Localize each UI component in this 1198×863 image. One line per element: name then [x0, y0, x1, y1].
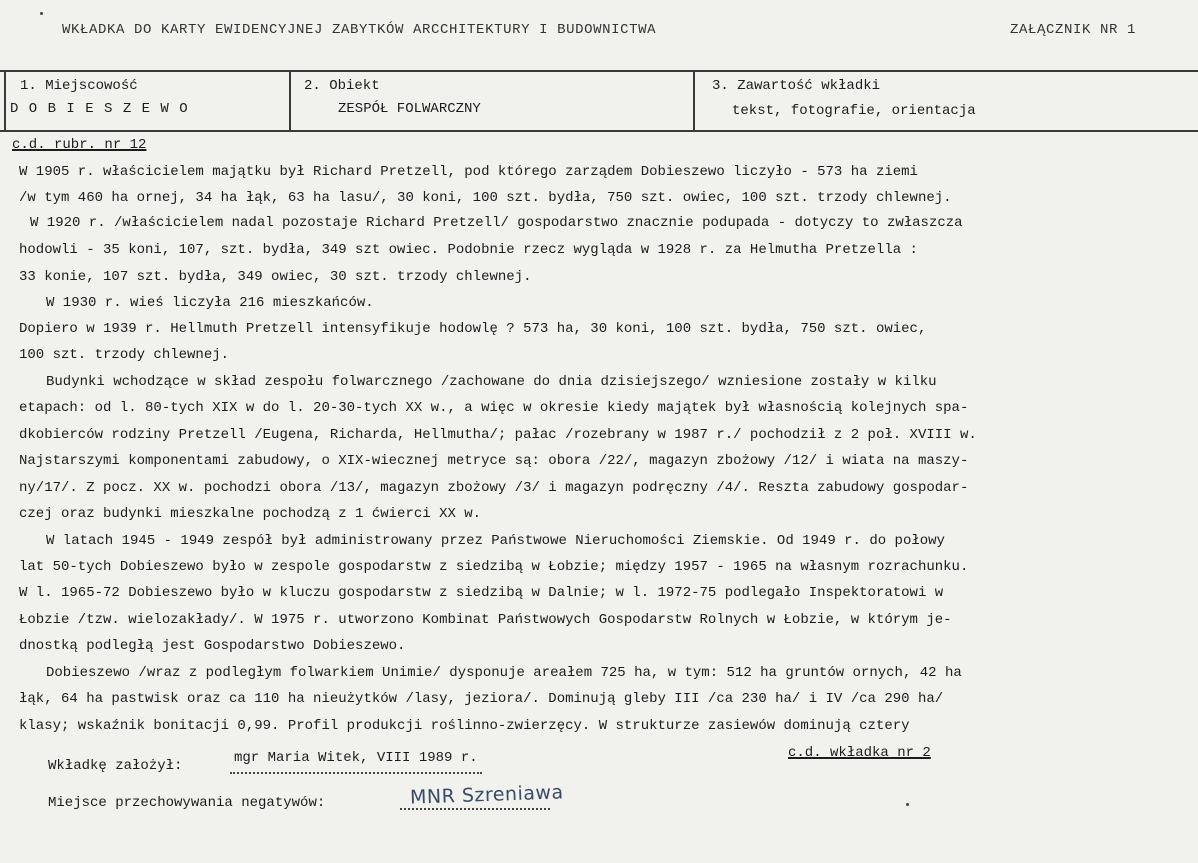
locality-value: D O B I E S Z E W O	[10, 101, 189, 117]
body-line: /w tym 460 ha ornej, 34 ha łąk, 63 ha lasu/, 30 koni, 100 szt. bydła, 750 szt. owiec, 100 szt. trzody chlewnej.	[19, 190, 952, 206]
field-divider-2	[693, 70, 695, 132]
continuation-note: c.d. wkładka nr 2	[788, 745, 931, 761]
paper-speck	[906, 803, 909, 806]
paper-speck	[40, 12, 43, 15]
locality-label: 1. Miejscowość	[20, 78, 138, 94]
body-line: etapach: od l. 80-tych XIX w do l. 20-30-tych XX w., a więc w okresie kiedy majątek był własnością kolejnych spa-	[19, 400, 969, 416]
body-line: Najstarszymi komponentami zabudowy, o XIX-wiecznej metryce są: obora /22/, magazyn zbożowy /12/ i wiata na maszy-	[19, 453, 969, 469]
body-line: ny/17/. Z pocz. XX w. pochodzi obora /13/, magazyn zbożowy /3/ i magazyn podręczny /4/. Reszta zabudowy gospodar-	[19, 480, 969, 496]
negatives-location-handwritten: MNR Szreniawa	[409, 781, 564, 809]
body-line: W l. 1965-72 Dobieszewo było w kluczu gospodarstw z siedzibą w Dalnie; w l. 1972-75 podlegało Inspektoratowi w	[19, 585, 944, 601]
attachment-number: ZAŁĄCZNIK NR 1	[1009, 22, 1136, 38]
body-line: dnostką podległą jest Gospodarstwo Dobieszewo.	[19, 638, 406, 654]
continuation-heading: c.d. rubr. nr 12	[12, 137, 147, 153]
field-divider-1	[289, 70, 291, 132]
document-title: WKŁADKA DO KARTY EWIDENCYJNEJ ZABYTKÓW ARCCHITEKTURY I BUDOWNICTWA	[62, 22, 657, 38]
body-line: 33 konie, 107 szt. bydła, 349 owiec, 30 szt. trzody chlewnej.	[19, 269, 532, 285]
body-line: W 1920 r. /właścicielem nadal pozostaje Richard Pretzell/ gospodarstwo znacznie podupada - dotyczy to zwłaszcza	[30, 215, 963, 231]
negatives-label: Miejsce przechowywania negatywów:	[48, 795, 326, 811]
object-label: 2. Obiekt	[304, 78, 380, 94]
body-line: dkobierców rodziny Pretzell /Eugena, Richarda, Hellmutha/; pałac /rozebrany w 1987 r./ pochodził z 2 poł. XVIII w.	[19, 427, 977, 443]
header-bottom-rule	[0, 130, 1198, 132]
body-line: W 1905 r. właścicielem majątku był Richard Pretzell, pod którego zarządem Dobieszewo liczyło - 573 ha ziemi	[19, 164, 918, 180]
body-line: hodowli - 35 koni, 107, szt. bydła, 349 szt owiec. Podobnie rzecz wygląda w 1928 r. za Helmutha Pretzella :	[19, 242, 918, 258]
body-line: łąk, 64 ha pastwisk oraz ca 110 ha nieużytków /lasy, jeziora/. Dominują gleby III /ca 230 ha/ i IV /ca 290 ha/	[19, 691, 944, 707]
author-value: mgr Maria Witek, VIII 1989 r.	[230, 750, 482, 774]
body-line: Budynki wchodzące w skład zespołu folwarcznego /zachowane do dnia dzisiejszego/ wzniesione zostały w kilku	[46, 374, 937, 390]
body-line: W latach 1945 - 1949 zespół był administrowany przez Państwowe Nieruchomości Ziemskie. Od 1949 r. do połowy	[46, 533, 945, 549]
contents-value: tekst, fotografie, orientacja	[732, 103, 976, 119]
body-line: Łobzie /tzw. wielozakłady/. W 1975 r. utworzono Kombinat Państwowych Gospodarstw Rolnych w Łobzie, w którym je-	[19, 612, 952, 628]
body-line: Dobieszewo /wraz z podległym folwarkiem Unimie/ dysponuje areałem 725 ha, w tym: 512 ha gruntów ornych, 42 ha	[46, 665, 962, 681]
header-top-rule	[0, 70, 1198, 72]
body-line: 100 szt. trzody chlewnej.	[19, 347, 230, 363]
author-label: Wkładkę założył:	[48, 758, 183, 774]
body-line: klasy; wskaźnik bonitacji 0,99. Profil produkcji roślinno-zwierzęcy. W strukturze zasiewów dominują cztery	[19, 718, 910, 734]
field-divider-left	[4, 70, 6, 132]
body-line: Dopiero w 1939 r. Hellmuth Pretzell intensyfikuje hodowlę ? 573 ha, 30 koni, 100 szt. bydła, 750 szt. owiec,	[19, 321, 927, 337]
body-line: lat 50-tych Dobieszewo było w zespole gospodarstw z siedzibą w Łobzie; między 1957 - 1965 na własnym rozrachunku.	[19, 559, 969, 575]
body-line: czej oraz budynki mieszkalne pochodzą z 1 ćwierci XX w.	[19, 506, 482, 522]
header-row	[62, 22, 1178, 42]
object-value: ZESPÓŁ FOLWARCZNY	[338, 101, 481, 117]
contents-label: 3. Zawartość wkładki	[712, 78, 881, 94]
body-line: W 1930 r. wieś liczyła 216 mieszkańców.	[46, 295, 374, 311]
